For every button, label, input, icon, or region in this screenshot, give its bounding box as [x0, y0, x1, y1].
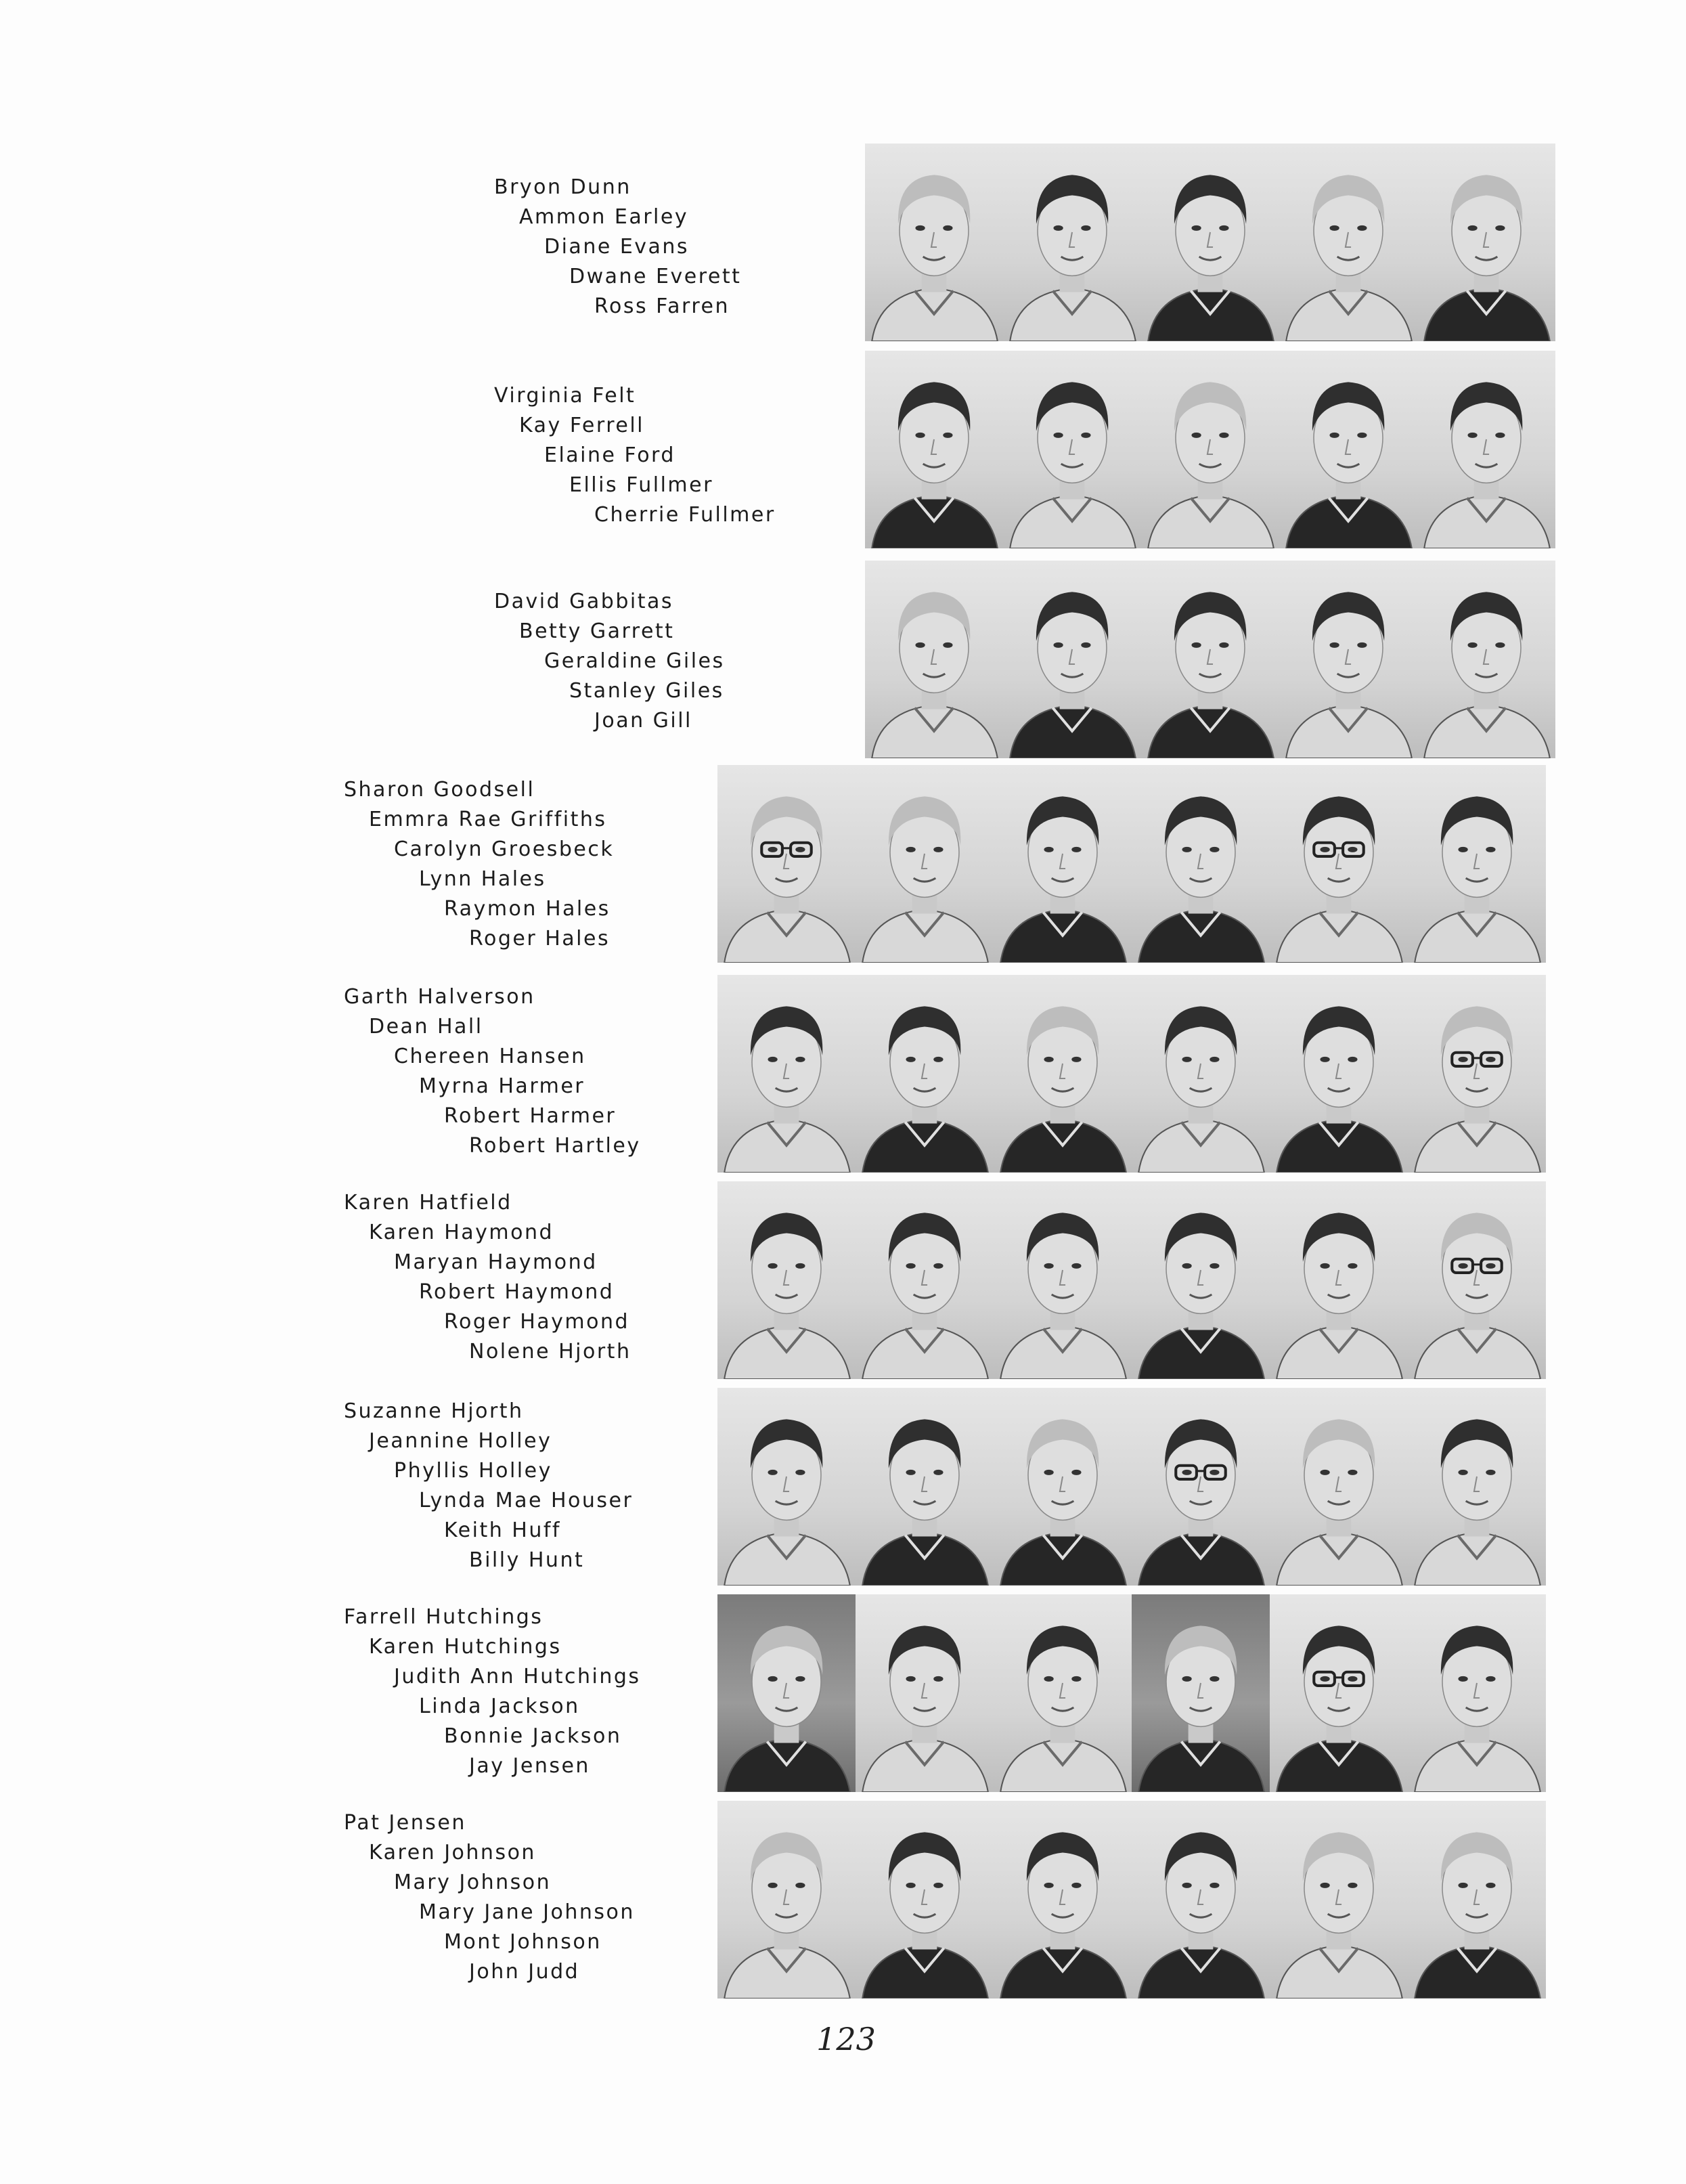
student-name: Roger Hales: [469, 927, 611, 951]
student-name: Lynda Mae Houser: [419, 1489, 634, 1512]
student-name: Kay Ferrell: [519, 414, 644, 437]
student-portrait: [1417, 144, 1555, 341]
student-portrait: [1132, 975, 1270, 1173]
student-portrait: [1270, 1181, 1408, 1379]
name-list: [344, 982, 641, 1161]
student-name: Diane Evans: [544, 235, 690, 259]
student-name: Virginia Felt: [494, 384, 636, 408]
student-portrait: [994, 1388, 1132, 1586]
name-list: [344, 1397, 633, 1575]
student-name: Emmra Rae Griffiths: [369, 808, 607, 831]
student-portrait: [994, 1181, 1132, 1379]
portrait-row: [865, 561, 1555, 758]
student-portrait: [1417, 351, 1555, 548]
name-list: [494, 173, 741, 322]
student-name: Maryan Haymond: [394, 1250, 598, 1274]
name-list: [494, 381, 776, 530]
student-name: David Gabbitas: [494, 590, 673, 613]
student-portrait: [717, 1388, 856, 1586]
student-portrait: [1132, 1181, 1270, 1379]
student-portrait: [1417, 561, 1555, 758]
portrait-row: [865, 144, 1555, 341]
student-portrait: [856, 1594, 994, 1792]
student-portrait: [856, 1801, 994, 1999]
portrait-row: [717, 975, 1546, 1173]
student-name: Garth Halverson: [344, 985, 535, 1009]
portrait-row: [865, 351, 1555, 548]
student-portrait: [856, 975, 994, 1173]
student-portrait: [865, 144, 1003, 341]
student-name: Myrna Harmer: [419, 1074, 585, 1098]
student-portrait: [1270, 1801, 1408, 1999]
student-name: Chereen Hansen: [394, 1045, 586, 1068]
student-portrait: [994, 1801, 1132, 1999]
student-portrait: [856, 1388, 994, 1586]
student-portrait: [1408, 765, 1546, 963]
student-name: Stanley Giles: [569, 679, 724, 703]
student-portrait: [1408, 1801, 1546, 1999]
student-portrait: [994, 975, 1132, 1173]
student-name: Judith Ann Hutchings: [394, 1665, 641, 1688]
student-name: Billy Hunt: [469, 1548, 585, 1572]
student-portrait: [1270, 975, 1408, 1173]
student-name: Mary Johnson: [394, 1871, 552, 1894]
name-list: [344, 775, 614, 954]
portrait-row: [717, 1388, 1546, 1586]
student-name: Elaine Ford: [544, 443, 675, 467]
student-name: Karen Hutchings: [369, 1635, 562, 1659]
student-name: Mont Johnson: [444, 1930, 602, 1954]
portrait-row: [717, 765, 1546, 963]
student-portrait: [1003, 561, 1141, 758]
student-portrait: [1408, 1181, 1546, 1379]
student-name: Geraldine Giles: [544, 649, 725, 673]
student-portrait: [1408, 1388, 1546, 1586]
student-portrait: [1408, 1594, 1546, 1792]
student-name: Dean Hall: [369, 1015, 483, 1039]
page-number: 123: [816, 2021, 876, 2057]
student-name: Dwane Everett: [569, 265, 742, 288]
student-portrait: [1279, 561, 1417, 758]
student-name: Bryon Dunn: [494, 175, 631, 199]
student-portrait: [1270, 765, 1408, 963]
student-name: Robert Harmer: [444, 1104, 617, 1128]
student-name: Karen Hatfield: [344, 1191, 512, 1215]
student-portrait: [994, 765, 1132, 963]
name-list: [344, 1602, 641, 1781]
student-name: Pat Jensen: [344, 1811, 466, 1835]
student-name: Sharon Goodsell: [344, 778, 535, 802]
student-name: Robert Hartley: [469, 1134, 641, 1158]
portrait-row: [717, 1181, 1546, 1379]
student-name: Bonnie Jackson: [444, 1724, 622, 1748]
student-name: Farrell Hutchings: [344, 1605, 543, 1629]
student-name: Raymon Hales: [444, 897, 611, 921]
student-name: Joan Gill: [594, 709, 692, 733]
student-portrait: [1132, 1801, 1270, 1999]
student-name: Mary Jane Johnson: [419, 1900, 635, 1924]
student-name: Karen Johnson: [369, 1841, 536, 1864]
student-name: Betty Garrett: [519, 619, 675, 643]
student-portrait: [1141, 351, 1279, 548]
student-portrait: [1408, 975, 1546, 1173]
student-portrait: [1279, 144, 1417, 341]
student-portrait: [1132, 1388, 1270, 1586]
student-name: Robert Haymond: [419, 1280, 615, 1304]
student-portrait: [856, 765, 994, 963]
name-list: [344, 1808, 635, 1987]
student-portrait: [994, 1594, 1132, 1792]
student-name: Jay Jensen: [469, 1754, 590, 1778]
student-portrait: [1132, 765, 1270, 963]
student-portrait: [1279, 351, 1417, 548]
student-portrait: [717, 1594, 856, 1792]
student-name: Keith Huff: [444, 1519, 561, 1542]
student-portrait: [1141, 144, 1279, 341]
student-name: Suzanne Hjorth: [344, 1399, 524, 1423]
student-name: Phyllis Holley: [394, 1459, 552, 1483]
student-portrait: [865, 561, 1003, 758]
student-portrait: [1141, 561, 1279, 758]
student-portrait: [1132, 1594, 1270, 1792]
student-portrait: [717, 1801, 856, 1999]
student-portrait: [1003, 351, 1141, 548]
portrait-row: [717, 1594, 1546, 1792]
name-list: [344, 1188, 631, 1367]
student-portrait: [717, 765, 856, 963]
student-name: Jeannine Holley: [369, 1429, 552, 1453]
student-name: Lynn Hales: [419, 867, 546, 891]
student-name: Cherrie Fullmer: [594, 503, 776, 527]
portrait-row: [717, 1801, 1546, 1999]
student-name: Ellis Fullmer: [569, 473, 713, 497]
name-list: [494, 587, 725, 736]
student-portrait: [1270, 1388, 1408, 1586]
student-portrait: [1003, 144, 1141, 341]
student-portrait: [865, 351, 1003, 548]
student-name: Roger Haymond: [444, 1310, 630, 1334]
student-name: Nolene Hjorth: [469, 1340, 631, 1363]
student-name: Carolyn Groesbeck: [394, 837, 615, 861]
student-name: Linda Jackson: [419, 1695, 580, 1718]
student-name: Ammon Earley: [519, 205, 689, 229]
student-name: Karen Haymond: [369, 1221, 554, 1244]
student-portrait: [1270, 1594, 1408, 1792]
student-portrait: [717, 1181, 856, 1379]
student-portrait: [856, 1181, 994, 1379]
student-name: Ross Farren: [594, 294, 730, 318]
student-portrait: [717, 975, 856, 1173]
student-name: John Judd: [469, 1960, 580, 1984]
